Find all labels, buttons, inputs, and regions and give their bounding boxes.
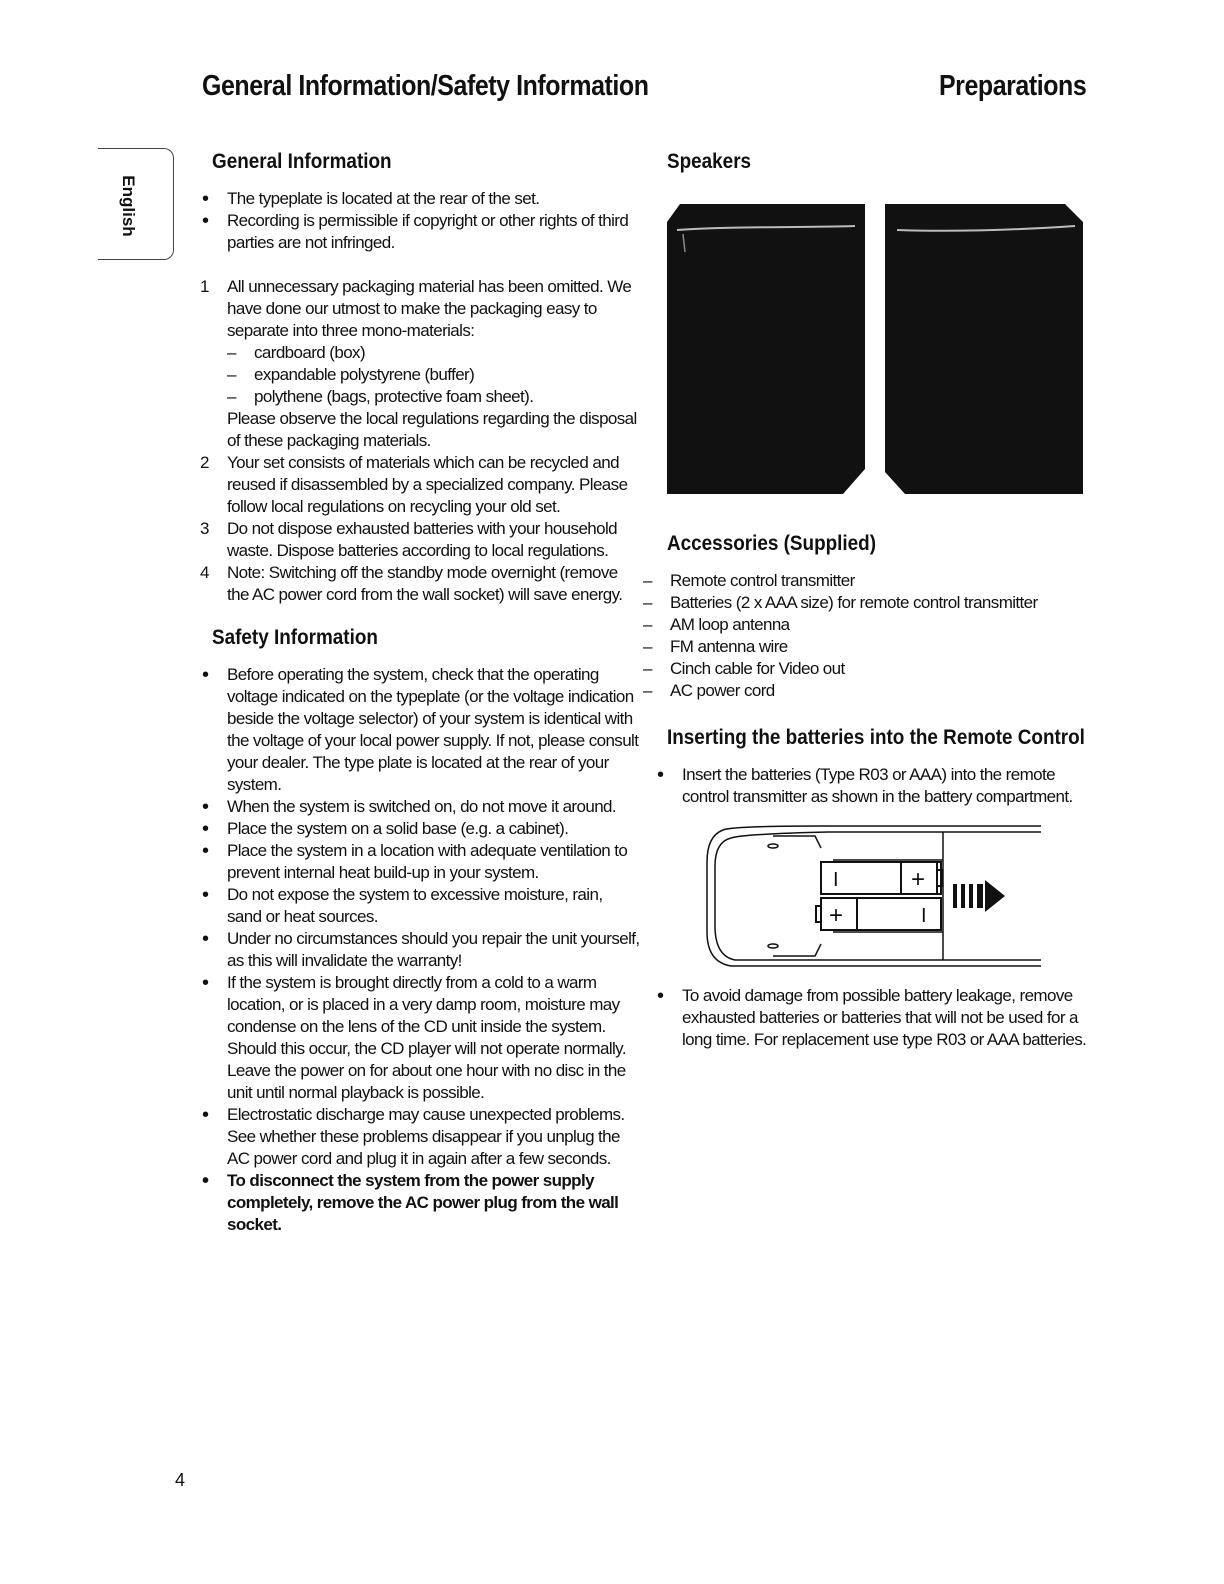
- list-item: – expandable polystyrene (buffer): [227, 364, 640, 386]
- accessories-heading: Accessories (Supplied): [667, 532, 877, 555]
- speakers-illustration: [665, 204, 1085, 499]
- list-item: – cardboard (box): [227, 342, 640, 364]
- list-item: • Place the system on a solid base (e.g. a cabinet).: [200, 818, 640, 840]
- item-number: 3: [200, 519, 209, 538]
- item-number: 4: [200, 563, 209, 582]
- accessories-list: [643, 570, 1095, 702]
- numbered-item: [200, 452, 640, 518]
- minus-sign: I: [833, 869, 839, 891]
- list-item: • To avoid damage from possible battery leakage, remove exhausted batteries or batteries that will not be used for a long time. For replacement use type R03 or AAA batteries.: [655, 985, 1095, 1051]
- list-item: – polythene (bags, protective foam sheet).: [227, 386, 640, 408]
- numbered-item: [200, 518, 640, 562]
- power-disconnect-warning: • To disconnect the system from the power supply completely, remove the AC power plug from the wall socket.: [200, 1170, 640, 1236]
- insert-arrow-icon: [953, 880, 1005, 912]
- speakers-heading: Speakers: [667, 150, 752, 173]
- list-item: • Under no circumstances should you repair the unit yourself, as this will invalidate the warranty!: [200, 928, 640, 972]
- batteries-heading: Inserting the batteries into the Remote Control: [667, 726, 1085, 749]
- list-item: • Do not expose the system to excessive moisture, rain, sand or heat sources.: [200, 884, 640, 928]
- item-text: Do not dispose exhausted batteries with your household waste. Dispose batteries according to local regulations.: [227, 519, 618, 560]
- safety-info-bullets: [200, 664, 640, 1236]
- page-number: 4: [175, 1470, 186, 1490]
- list-item: – AC power cord: [643, 680, 1095, 702]
- list-item: – AM loop antenna: [643, 614, 1095, 636]
- numbered-item: [200, 562, 640, 606]
- list-item: • When the system is switched on, do not move it around.: [200, 796, 640, 818]
- list-item: – Cinch cable for Video out: [643, 658, 1095, 680]
- item-text: Your set consists of materials which can be recycled and reused if disassembled by a specialized company. Please follow local regulations on recycling your old set.: [227, 453, 628, 516]
- section-title: Preparations: [938, 70, 1086, 102]
- list-item: • Electrostatic discharge may cause unexpected problems. See whether these problems disappear if you unplug the AC power cord and plug it in again after a few seconds.: [200, 1104, 640, 1170]
- safety-info-heading: Safety Information: [212, 626, 378, 649]
- right-speaker-icon: [885, 204, 1083, 494]
- list-item: • Insert the batteries (Type R03 or AAA) into the remote control transmitter as shown in the battery compartment.: [655, 764, 1095, 808]
- item-number: 1: [200, 277, 209, 296]
- battery-care-bullets: [655, 985, 1095, 1051]
- general-info-bullets: [200, 188, 640, 254]
- list-item: • The typeplate is located at the rear of the set.: [200, 188, 640, 210]
- left-speaker-icon: [667, 204, 865, 494]
- list-item: – Batteries (2 x AAA size) for remote control transmitter: [643, 592, 1095, 614]
- battery-compartment-illustration: [703, 822, 1043, 970]
- general-info-heading: General Information: [212, 150, 392, 173]
- item-text: Please observe the local regulations regarding the disposal of these packaging materials.: [227, 409, 637, 450]
- list-item: • Before operating the system, check that the operating voltage indicated on the typeplate (or the voltage indication beside the voltage selector) of your system is identical with the voltage of your local power supply. If not, please consult your dealer. The type plate is located at the rear of your system.: [200, 664, 640, 796]
- item-number: 2: [200, 453, 209, 472]
- list-item: • Place the system in a location with adequate ventilation to prevent internal heat build-up in your system.: [200, 840, 640, 884]
- plus-sign: +: [829, 902, 844, 929]
- minus-sign: I: [921, 905, 927, 927]
- list-item: • Recording is permissible if copyright or other rights of third parties are not infringed.: [200, 210, 640, 254]
- item-text: All unnecessary packaging material has been omitted. We have done our utmost to make the packaging easy to separate into three mono-materials:: [227, 277, 632, 340]
- packaging-numbered-list: [200, 276, 640, 606]
- item-text: Note: Switching off the standby mode overnight (remove the AC power cord from the wall socket) will save energy.: [227, 563, 623, 604]
- page-title: General Information/Safety Information: [202, 70, 649, 102]
- list-item: • If the system is brought directly from a cold to a warm location, or is placed in a very damp room, moisture may condense on the lens of the CD unit inside the system. Should this occur, the CD player will not operate normally. Leave the power on for about one hour with no disc in the unit until normal playback is possible.: [200, 972, 640, 1104]
- material-list: [227, 342, 640, 408]
- batteries-bullets: [655, 764, 1095, 808]
- list-item: – FM antenna wire: [643, 636, 1095, 658]
- list-item: – Remote control transmitter: [643, 570, 1095, 592]
- plus-sign: +: [911, 866, 926, 893]
- right-column: [655, 150, 1095, 1051]
- left-column: [200, 150, 640, 1236]
- language-tab-label: English: [119, 175, 138, 237]
- numbered-item: [200, 276, 640, 452]
